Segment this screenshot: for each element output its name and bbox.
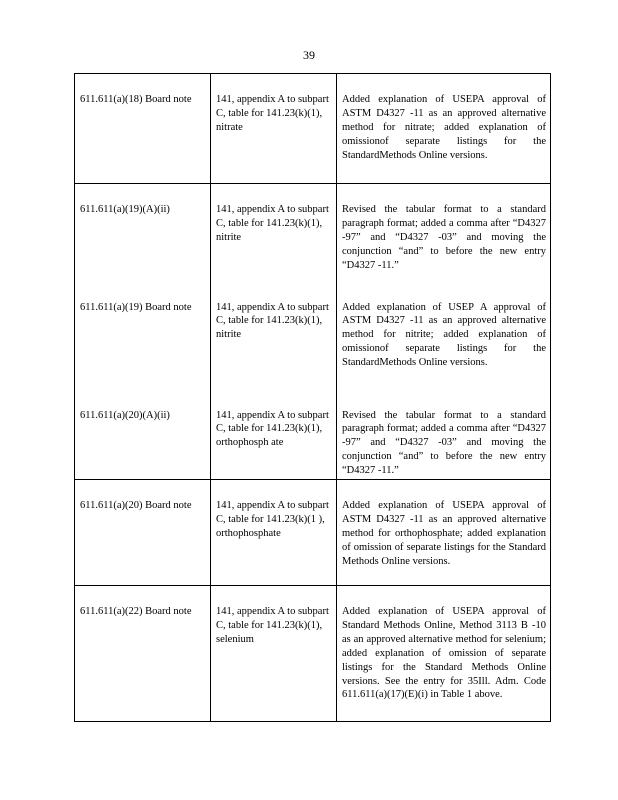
- table-row: [75, 184, 551, 282]
- amendments-table: [74, 73, 551, 722]
- table-row: [75, 480, 551, 586]
- section-cell: 611.611(a)(19) Board note: [75, 282, 211, 390]
- description-cell: Revised the tabular format to a standard paragraph format; added a comma after “D4327 -97” and “D4327 -03” and moving the conjunction “and” to before the new entry “D4327 -11.”: [337, 184, 551, 282]
- table-row: [75, 390, 551, 480]
- table-row: [75, 586, 551, 722]
- description-cell: Added explanation of USEPA approval of ASTM D4327 -11 as an approved alternative method for nitrate; added explanation of omissionof separate listings for the StandardMethods Online versions.: [337, 74, 551, 184]
- section-cell: 611.611(a)(19)(A)(ii): [75, 184, 211, 282]
- section-cell: 611.611(a)(22) Board note: [75, 586, 211, 722]
- page-number: 39: [303, 48, 315, 62]
- description-cell: Added explanation of USEP A approval of ASTM D4327 -11 as an approved alternative method for nitrite; added explanation of omissionof separate listings for the StandardMethods Online versions.: [337, 282, 551, 390]
- federal-reference-cell: 141, appendix A to subpart C, table for 141.23(k)(1 ), orthophosphate: [211, 480, 337, 586]
- description-cell: Added explanation of USEPA approval of ASTM D4327 -11 as an approved alternative method for orthophosphate; added explanation of omission of separate listings for the Standard Methods Online versions.: [337, 480, 551, 586]
- table-row: [75, 74, 551, 184]
- description-cell: Added explanation of USEPA approval of Standard Methods Online, Method 3113 B -10 as an approved alternative method for selenium; added explanation of omission of separate listings for the Standard Methods Online versions. See the entry for 35Ill. Adm. Code 611.611(a)(17)(E)(i) in Table 1 above.: [337, 586, 551, 722]
- federal-reference-cell: 141, appendix A to subpart C, table for 141.23(k)(1), nitrate: [211, 74, 337, 184]
- section-cell: 611.611(a)(18) Board note: [75, 74, 211, 184]
- section-cell: 611.611(a)(20)(A)(ii): [75, 390, 211, 480]
- federal-reference-cell: 141, appendix A to subpart C, table for 141.23(k)(1), nitrite: [211, 184, 337, 282]
- section-cell: 611.611(a)(20) Board note: [75, 480, 211, 586]
- table-row: [75, 282, 551, 390]
- federal-reference-cell: 141, appendix A to subpart C, table for 141.23(k)(1), orthophosph ate: [211, 390, 337, 480]
- description-cell: Revised the tabular format to a standard paragraph format; added a comma after “D4327 -97” and “D4327 -03” and moving the conjunction “and” to before the new entry “D4327 -11.”: [337, 390, 551, 480]
- federal-reference-cell: 141, appendix A to subpart C, table for 141.23(k)(1), selenium: [211, 586, 337, 722]
- federal-reference-cell: 141, appendix A to subpart C, table for 141.23(k)(1), nitrite: [211, 282, 337, 390]
